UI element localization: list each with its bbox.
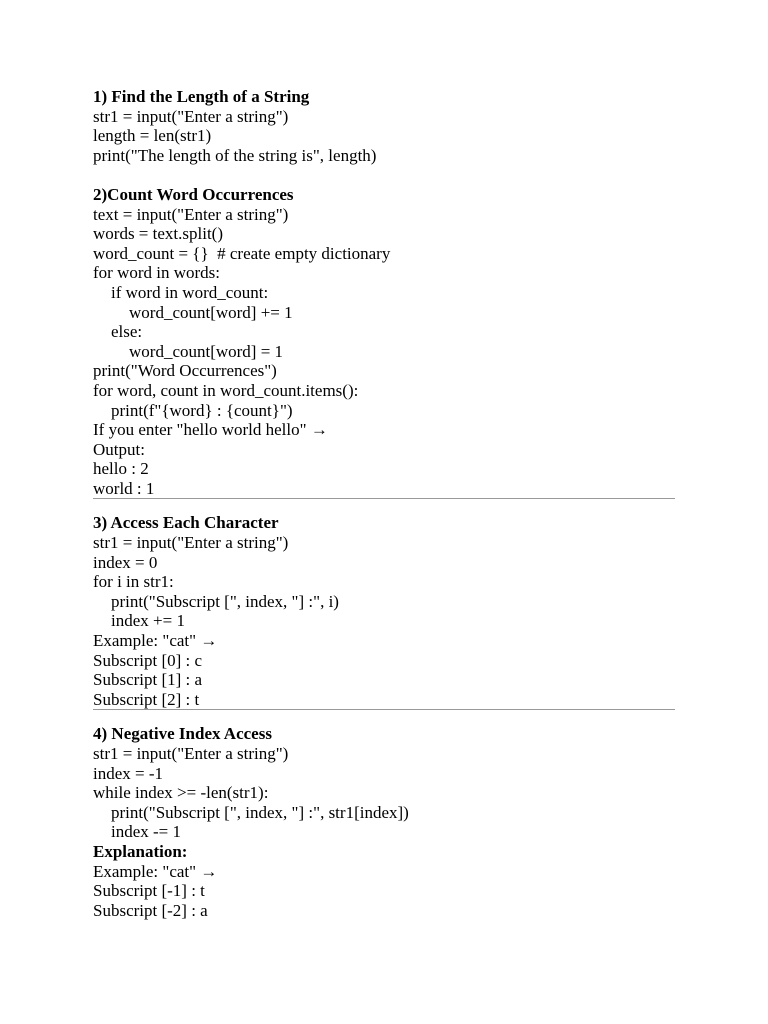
- section-word-occurrences: [93, 185, 675, 499]
- example-line: Example: "cat" →: [93, 631, 218, 651]
- horizontal-divider: [93, 709, 675, 710]
- section-heading: 1) Find the Length of a String: [93, 87, 310, 106]
- output-line: Subscript [-2] : a: [93, 900, 208, 920]
- code-line: print("The length of the string is", length): [93, 145, 377, 165]
- example-line: Example: "cat" →: [93, 861, 218, 881]
- output-line: Subscript [2] : t: [93, 689, 200, 709]
- output-line: Subscript [-1] : t: [93, 881, 205, 901]
- code-line: str1 = input("Enter a string"): [93, 744, 289, 763]
- code-line: index -= 1: [111, 822, 182, 842]
- code-line: text = input("Enter a string"): [93, 204, 289, 224]
- code-line: str1 = input("Enter a string"): [93, 533, 289, 553]
- code-line: for word in words:: [93, 263, 221, 283]
- code-line: word_count = {} # create empty dictionary: [93, 243, 391, 263]
- section-heading: 4) Negative Index Access: [93, 724, 272, 744]
- document-page: [93, 87, 675, 920]
- code-line: for i in str1:: [93, 572, 174, 592]
- code-line: index += 1: [111, 611, 185, 631]
- example-line: If you enter "hello world hello" →: [93, 420, 328, 440]
- code-line: print("Subscript [", index, "] :", i): [111, 591, 339, 611]
- section-heading: 3) Access Each Character: [93, 513, 279, 533]
- horizontal-divider: [93, 498, 675, 499]
- code-line: word_count[word] = 1: [129, 341, 284, 361]
- output-line: Subscript [1] : a: [93, 670, 203, 690]
- explanation-label: Explanation:: [93, 841, 188, 861]
- code-line: else:: [111, 322, 143, 342]
- code-line: word_count[word] += 1: [129, 302, 293, 322]
- output-line: Subscript [0] : c: [93, 650, 203, 670]
- code-line: print("Word Occurrences"): [93, 361, 277, 381]
- output-label: Output:: [93, 439, 145, 459]
- code-line: while index >= -len(str1):: [93, 783, 269, 803]
- output-line: world : 1: [93, 478, 155, 498]
- code-line: index = -1: [93, 763, 164, 783]
- code-line: index = 0: [93, 552, 158, 572]
- code-line: print(f"{word} : {count}"): [111, 400, 293, 420]
- section-access-character: [93, 513, 675, 709]
- section-heading: 2)Count Word Occurrences: [93, 184, 294, 204]
- section-negative-index: [93, 724, 675, 920]
- section-string-length: [93, 87, 675, 165]
- code-line: if word in word_count:: [111, 282, 269, 302]
- spacer: [93, 165, 675, 185]
- code-line: words = text.split(): [93, 224, 223, 244]
- code-line: str1 = input("Enter a string"): [93, 106, 289, 126]
- code-line: length = len(str1): [93, 126, 212, 146]
- code-line: print("Subscript [", index, "] :", str1[index]): [111, 802, 409, 822]
- code-line: for word, count in word_count.items():: [93, 380, 359, 400]
- output-line: hello : 2: [93, 459, 149, 479]
